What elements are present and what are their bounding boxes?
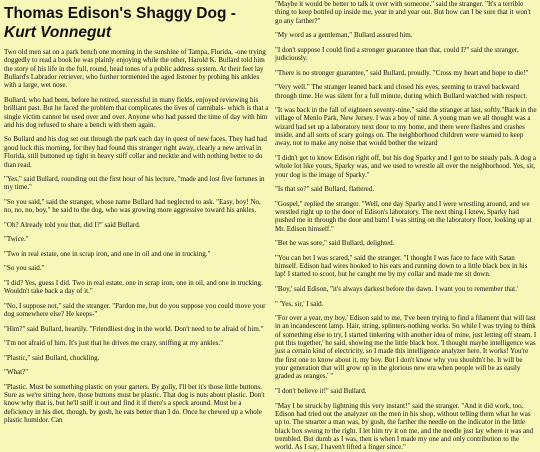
right-paragraph: "May I be struck by lightning this very instant!" said the stranger. "And it did work, too. Edison had tried out the analyzer on the men in his shop, without telling them what he was up to. The smarter a man was, by gosh, the farther the needle on the indicator in the little black box swung to the right. I let him try it on me, and the needle just lay where it was and trembled. But dumb as I was, then is when I made my one and only contribution to the world. As I say, I haven't lifted a finger since.": [275, 401, 534, 452]
left-paragraph: Two old men sat on a park bench one morning in the sunshine of Tampa, Florida, -one trying doggedly to read a book he was plainly enjoying while the other, Harold K. Bullard told him the story of his life in the full, round, head tones of a public address system. At their feet lay Bullard's Labrador retriever, who further tormented the aged listener by probing his ankles with a large, wet nose.: [4, 48, 266, 90]
left-paragraph: "No, I suppose not," said the stranger. "Pardon me, but do you suppose you could move your dog somewhere else? He keeps-": [4, 301, 266, 319]
left-paragraph: "Oh? Already told you that, did I?" said Bullard.: [4, 220, 141, 229]
right-column: [275, 0, 537, 452]
left-paragraph: "So you said.": [4, 264, 45, 273]
story-author: Kurt Vonnegut: [4, 24, 112, 41]
right-paragraph: "For over a year, my boy,' Edison said to me, 'I've been trying to find a filament that will last in an incandescent lamp. Hair, string, splinters-nothing works. So while I was trying to think of something else to try, I started tinkering with another idea of mine, just letting off steam. I put this together,' he said, showing me the little black box. 'I thought maybe intelligence was just a certain kind of electricity, so I made this intelligence analyzer here. It works! You're the first one to know about it, my boy. But I don't know why you shouldn't be. It will be your generation that will grow up in the glorious new era when people will be as easily graded as oranges.' ": [275, 314, 537, 381]
left-paragraph: So Bullard and his dog set out through the park each day in quest of new faces. They had had good luck this morning, for they had found this stranger right away, clearly a new arrival in Florida, still buttoned up tight in heavy stiff collar and necktie and with nothing better to do than read.: [4, 135, 267, 169]
right-paragraph: " 'Yes, sir,' I said.: [275, 299, 324, 308]
right-paragraph: "My word as a gentleman," Bullard assured him.: [275, 31, 413, 40]
left-paragraph: "I did? Yes, guess I did. Two in real estate, one in scrap iron, one in oil, and one in trucking. Wouldn't take back a day of it.": [4, 278, 263, 296]
right-paragraph: "There is no stronger guarantee," said Bullard, proudly. "Cross my heart and hope to die!": [275, 68, 529, 77]
left-paragraph: "Plastic. Must be something plastic on your garters. By golly, I'll bet it's those little buttons. Sure as we're sitting here, those buttons must be plastic. That dog is nuts about plastic. Don't know why that is, but he'll sniff it out and find it if there's a speck around. Must be a deficiency in his diet, though, by gosh, he eats better than I do. Once he chewed up a whole plastic humidor. Can: [4, 382, 265, 425]
left-paragraph: Bullard, who had been, before he retired, successful in many fields, enjoyed reviewing his brilliant past. But he faced the problem that complicates the lives of cannibals- which is that a single victim cannot be used over and over. Anyone who had passed the time of day with him and his dog refused to share a bench with them again.: [4, 95, 269, 129]
left-column: [4, 0, 270, 425]
right-paragraph: "You can bet I was scared," said the stranger. "I thought I was face to face with Satan himself. Edison had wires hooked to his ears and running down to a little black box in his lap! I started to scoot, but he caught me by my collar and made me sit down.: [275, 253, 528, 279]
right-body: [275, 0, 537, 452]
left-paragraph: "Plastic," said Bullard, chuckling.: [4, 353, 100, 362]
left-paragraph: "I'm not afraid of him. It's just that he drives me crazy, sniffing at my ankles.": [4, 339, 224, 348]
right-paragraph: "It was back in the fall of eighteen seventy-nine," said the stranger at last, softly."Back in the village of Menlo Park, New Jersey. I was a boy of nine. A young man we all thought was a wizard had set up a laboratory next door to my home, and there were flashes and crashes inside, and all sorts of scary goings on. The neighborhood children were warned to keep away, not to make any noise that would bother the wizard: [275, 106, 537, 148]
right-paragraph: "I don't believe it!" said Bullard.: [275, 387, 367, 395]
page-title: [4, 4, 270, 42]
left-paragraph: "Yes," said Bullard, rounding out the first hour of his lecture, "made and lost five fortunes in my time.": [4, 175, 265, 192]
left-paragraph: "Him?" said Bullard, heartily. "Friendliest dog in the world. Don't need to be afraid of him.": [4, 324, 264, 333]
right-paragraph: "Bet he was sore," said Bullard, delighted.: [275, 239, 395, 248]
right-paragraph: "Maybe it would be better to talk it over with someone," said the stranger. "It's a terrible thing to keep bottled up inside me, year in and year out. But how can I be sure that it won't go any farther?": [275, 0, 531, 25]
right-paragraph: "Very well." The stranger leaned back and closed his eyes, seeming to travel backward through time. He was silent for a full minute, during which Bullard watched with respect.: [275, 83, 528, 100]
right-paragraph: "Boy,' said Edison, "it's always darkest before the dawn. I want you to remember that.': [275, 285, 519, 293]
title-separator: -: [226, 5, 236, 22]
left-paragraph: "Two in real estate, one in scrap iron, and one in oil and one in trucking.": [4, 249, 211, 258]
right-paragraph: "Is that so?" said Bullard, flattered.: [275, 185, 375, 194]
left-paragraph: "Twice.": [4, 235, 29, 244]
right-paragraph: "I don't suppose I could find a stronger guarantee than that, could I?" said the stranger, judiciously.: [275, 45, 519, 63]
right-paragraph: "I didn't get to know Edison right off, but his dog Sparky and I got to be steady pals. A dog a whole lot like yours, Sparky was, and we used to wrestle all over the neighborhood. Yes, sir, your dog is the image of Sparky.": [275, 153, 537, 179]
left-body: [4, 48, 270, 425]
story-title: Thomas Edison's Shaggy Dog: [4, 5, 227, 22]
left-paragraph: "So you said," said the stranger, whose name Bullard had neglected to ask. "Easy, boy! No, no, no, no, boy," he said to the dog, who was growing more aggressive toward his ankles.: [4, 197, 261, 215]
left-paragraph: "What?": [4, 368, 29, 377]
right-paragraph: "Gospel," replied the stranger. "Well, one day Sparky and I were wrestling around, and we wrestled right up to the door of Edison's laboratory. The next thing I knew, Sparky had pushed me in through the door and bam! I was sitting on the laboratory floor, looking up at Mr. Edison himself.": [275, 199, 532, 233]
